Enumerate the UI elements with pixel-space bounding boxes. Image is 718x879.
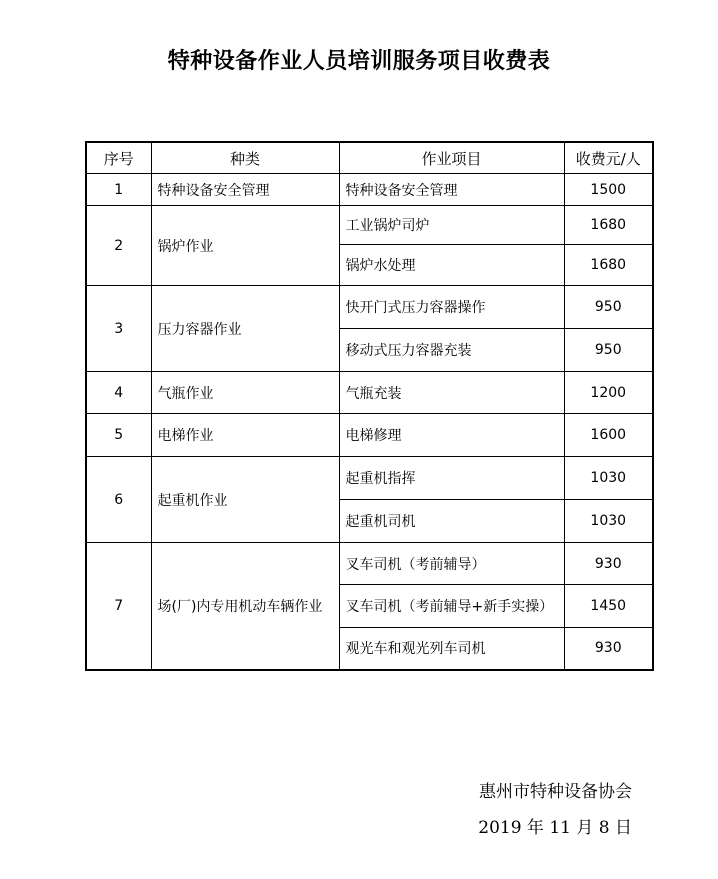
work-item-cell: 特种设备安全管理 bbox=[339, 174, 564, 206]
header-fee: 收费元/人 bbox=[564, 142, 653, 174]
work-item-cell: 观光车和观光列车司机 bbox=[339, 628, 564, 670]
category-cell: 特种设备安全管理 bbox=[151, 174, 339, 206]
fee-cell: 1680 bbox=[564, 206, 653, 245]
fee-cell: 950 bbox=[564, 329, 653, 372]
table-row bbox=[86, 414, 653, 457]
work-item-cell: 叉车司机（考前辅导+新手实操） bbox=[339, 585, 564, 628]
work-item-cell: 起重机司机 bbox=[339, 500, 564, 543]
table-row bbox=[86, 543, 653, 585]
table-header-row bbox=[86, 142, 653, 174]
table-row bbox=[86, 174, 653, 206]
work-item-cell: 叉车司机（考前辅导） bbox=[339, 543, 564, 585]
fee-cell: 1030 bbox=[564, 500, 653, 543]
row-number: 5 bbox=[86, 414, 151, 457]
fee-cell: 1450 bbox=[564, 585, 653, 628]
work-item-cell: 移动式压力容器充装 bbox=[339, 329, 564, 372]
category-cell: 锅炉作业 bbox=[151, 206, 339, 286]
work-item-cell: 电梯修理 bbox=[339, 414, 564, 457]
work-item-cell: 起重机指挥 bbox=[339, 457, 564, 500]
work-item-cell: 锅炉水处理 bbox=[339, 245, 564, 286]
fee-cell: 930 bbox=[564, 628, 653, 670]
row-number: 4 bbox=[86, 372, 151, 414]
table-row bbox=[86, 372, 653, 414]
category-cell: 压力容器作业 bbox=[151, 286, 339, 372]
table-row bbox=[86, 286, 653, 329]
fee-cell: 950 bbox=[564, 286, 653, 329]
work-item-cell: 快开门式压力容器操作 bbox=[339, 286, 564, 329]
category-cell: 场(厂)内专用机动车辆作业 bbox=[151, 543, 339, 670]
category-cell: 电梯作业 bbox=[151, 414, 339, 457]
row-number: 3 bbox=[86, 286, 151, 372]
fee-table bbox=[85, 141, 654, 671]
category-cell: 气瓶作业 bbox=[151, 372, 339, 414]
table-row bbox=[86, 206, 653, 245]
fee-cell: 930 bbox=[564, 543, 653, 585]
fee-cell: 1030 bbox=[564, 457, 653, 500]
organization-signature: 惠州市特种设备协会 bbox=[479, 782, 632, 802]
row-number: 2 bbox=[86, 206, 151, 286]
fee-cell: 1200 bbox=[564, 372, 653, 414]
header-number: 序号 bbox=[86, 142, 151, 174]
header-category: 种类 bbox=[151, 142, 339, 174]
work-item-cell: 工业锅炉司炉 bbox=[339, 206, 564, 245]
row-number: 7 bbox=[86, 543, 151, 670]
fee-cell: 1500 bbox=[564, 174, 653, 206]
category-cell: 起重机作业 bbox=[151, 457, 339, 543]
fee-cell: 1600 bbox=[564, 414, 653, 457]
fee-cell: 1680 bbox=[564, 245, 653, 286]
work-item-cell: 气瓶充装 bbox=[339, 372, 564, 414]
row-number: 6 bbox=[86, 457, 151, 543]
document-date: 2019 年 11 月 8 日 bbox=[478, 818, 632, 838]
row-number: 1 bbox=[86, 174, 151, 206]
table-row bbox=[86, 457, 653, 500]
header-work-item: 作业项目 bbox=[339, 142, 564, 174]
document-title: 特种设备作业人员培训服务项目收费表 bbox=[167, 48, 551, 74]
